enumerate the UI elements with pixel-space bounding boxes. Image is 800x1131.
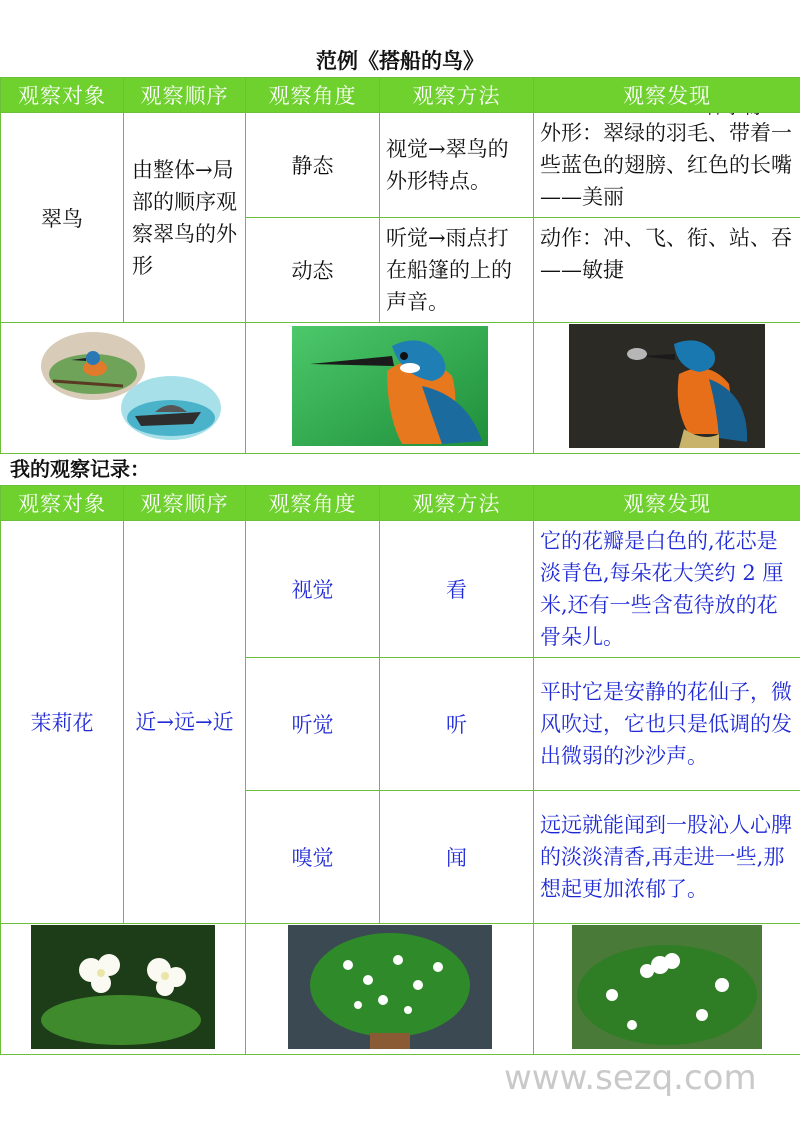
header-object: 观察对象 — [1, 486, 124, 521]
record-header-row — [1, 486, 800, 521]
record-angle-hearing: 听觉 — [246, 658, 380, 791]
example-header-row — [1, 78, 800, 113]
header-angle: 观察角度 — [246, 486, 380, 521]
jasmine-potted-plant — [246, 924, 534, 1055]
kingfisher-with-fish — [534, 323, 800, 454]
example-order: 由整体→局部的顺序观察翠鸟的外形 — [124, 113, 246, 323]
example-finding-dynamic: 动作：冲、飞、衔、站、吞——敏捷 — [534, 218, 800, 323]
example-method-static: 视觉→翠鸟的外形特点。 — [380, 113, 534, 218]
jasmine-flowers-closeup — [1, 924, 246, 1055]
header-order: 观察顺序 — [124, 78, 246, 113]
kingfisher-closeup-image — [292, 326, 488, 446]
header-order: 观察顺序 — [124, 486, 246, 521]
jasmine-potted-plant-image — [288, 925, 492, 1049]
record-table — [0, 485, 800, 1055]
jasmine-bush-image — [572, 925, 762, 1049]
record-angle-sight: 视觉 — [246, 521, 380, 658]
record-method-hearing: 听 — [380, 658, 534, 791]
kingfisher-with-fish-image — [569, 324, 765, 448]
kingfisher-boat-illustration-image — [23, 326, 223, 446]
record-label: 我的观察记录： — [10, 457, 150, 481]
watermark: www.sezq.com — [504, 1058, 757, 1098]
record-method-smell: 闻 — [380, 791, 534, 924]
header-object: 观察对象 — [1, 78, 124, 113]
header-finding: 观察发现 — [534, 78, 800, 113]
record-object: 茉莉花 — [1, 521, 124, 924]
example-table — [0, 77, 800, 454]
kingfisher-closeup — [246, 323, 534, 454]
example-angle-static: 静态 — [246, 113, 380, 218]
header-method: 观察方法 — [380, 78, 534, 113]
kingfisher-boat-illustration — [1, 323, 246, 454]
jasmine-bush — [534, 924, 800, 1055]
record-image-row — [1, 924, 800, 1055]
example-angle-dynamic: 动态 — [246, 218, 380, 323]
record-angle-smell: 嗅觉 — [246, 791, 380, 924]
table-row — [1, 521, 800, 658]
table-row — [1, 113, 800, 218]
example-title: 范例《搭船的鸟》 — [316, 48, 484, 73]
record-finding-sight: 它的花瓣是白色的,花芯是淡青色,每朵花大笑约 2 厘米,还有一些含苞待放的花骨朵儿。 — [534, 521, 800, 658]
header-finding: 观察发现 — [534, 486, 800, 521]
record-finding-smell: 远远就能闻到一股沁人心脾的淡淡清香,再走进一些,那想起更加浓郁了。 — [534, 791, 800, 924]
example-image-row — [1, 323, 800, 454]
record-order: 近→远→近 — [124, 521, 246, 924]
example-method-dynamic: 听觉→雨点打在船篷的上的声音。 — [380, 218, 534, 323]
header-method: 观察方法 — [380, 486, 534, 521]
jasmine-flowers-closeup-image — [31, 925, 215, 1049]
header-angle: 观察角度 — [246, 78, 380, 113]
record-method-sight: 看 — [380, 521, 534, 658]
example-object: 翠鸟 — [1, 113, 124, 323]
example-finding-static: 外形：翠绿的羽毛、带着一些蓝色的翅膀、红色的长嘴——美丽 — [534, 113, 800, 218]
record-finding-hearing: 平时它是安静的花仙子，微风吹过，它也只是低调的发出微弱的沙沙声。 — [534, 658, 800, 791]
